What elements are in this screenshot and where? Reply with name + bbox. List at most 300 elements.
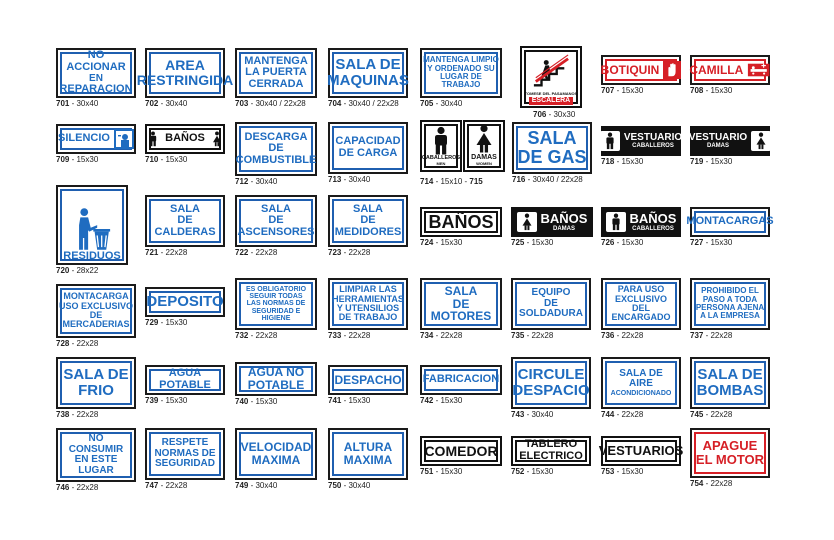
sign-caption: 720 - 28x22 xyxy=(56,266,99,275)
sign-caption: 728 - 22x28 xyxy=(56,339,99,348)
sign-text-line: APAGUE xyxy=(702,438,758,454)
sign-size: 22x28 xyxy=(165,248,188,257)
sign-caption: 746 - 22x28 xyxy=(56,483,99,492)
sign-caption: 753 - 15x30 xyxy=(601,467,644,476)
sign-code: 708 xyxy=(690,86,704,95)
sign-714 xyxy=(420,120,462,172)
sign-text-line: MAXIMA xyxy=(343,453,393,467)
sign-size: 28x22 xyxy=(76,266,99,275)
sign-text-line: VESTUARIOS xyxy=(598,443,684,459)
sign-751 xyxy=(420,436,502,466)
sign-725 xyxy=(511,207,593,237)
sign-text-line: ENCARGADO xyxy=(611,312,671,323)
sign-size: 15x30 xyxy=(440,396,463,405)
sign-panel xyxy=(511,278,591,330)
sign-caption: 745 - 22x28 xyxy=(690,410,733,419)
sign-panel xyxy=(56,357,136,409)
sign-size: 15x30 xyxy=(531,238,554,247)
sign-text-line: SALA xyxy=(170,202,200,215)
sign-text-line: BAÑOS xyxy=(428,211,494,232)
sign-caption: 739 - 15x30 xyxy=(145,396,188,405)
sign-text-line: DEL xyxy=(632,303,650,313)
sign-704 xyxy=(328,48,408,98)
sign-code: 712 xyxy=(235,177,249,186)
sign-703 xyxy=(235,48,317,98)
sign-text-line: MONTACARGAS xyxy=(686,215,774,228)
sign-panel xyxy=(420,278,502,330)
sign-702 xyxy=(136,48,234,98)
sign-caption: 708 - 15x30 xyxy=(690,86,733,95)
sign-text-line: REPARACION xyxy=(59,83,133,96)
sign-742 xyxy=(420,365,502,395)
sign-caption: 744 - 22x28 xyxy=(601,410,644,419)
sign-text xyxy=(541,212,588,232)
sign-size: 22x28 xyxy=(710,479,733,488)
sign-text-line: AGUA POTABLE xyxy=(159,367,211,391)
sign-caption: 750 - 30x40 xyxy=(328,481,371,490)
sign-733 xyxy=(328,278,408,330)
sign-text-line: COMBUSTIBLE xyxy=(235,153,317,166)
sign-code: 729 xyxy=(145,318,159,327)
sign-code: 727 xyxy=(690,238,704,247)
sign-text-line: DE xyxy=(268,214,284,227)
trash-icon xyxy=(70,207,114,251)
sign-panel xyxy=(690,428,770,478)
sign-text-line: CAPACIDAD xyxy=(335,135,401,148)
sign-code: 709 xyxy=(56,155,70,164)
sign-panel xyxy=(686,207,774,237)
sign-text-line: MANTENGA LIMPIO xyxy=(423,55,499,65)
sign-panel xyxy=(56,124,136,154)
woman-icon xyxy=(751,131,771,151)
sign-text-line: EN ESTE xyxy=(74,454,118,465)
sign-text-line: SALA xyxy=(261,202,291,215)
sign-code: 714 xyxy=(420,177,434,186)
sign-size: 22x28 xyxy=(710,331,733,340)
sign-caption: 705 - 30x40 xyxy=(420,99,463,108)
man-icon xyxy=(600,131,620,151)
sign-caption: 741 - 15x30 xyxy=(328,396,371,405)
sign-727 xyxy=(686,207,774,237)
sign-caption: 733 - 22x28 xyxy=(328,331,371,340)
sign-size: 15x30 xyxy=(621,86,644,95)
sign-code: 749 xyxy=(235,481,249,490)
man-icon xyxy=(426,126,456,156)
sign-caption: 736 - 22x28 xyxy=(601,331,644,340)
sign-text-line: SALA xyxy=(444,284,478,299)
sign-734 xyxy=(420,278,502,330)
sign-text-line: DE MERCADERIAS xyxy=(62,310,130,330)
sign-708 xyxy=(690,55,770,85)
sign-text-line: BAÑOS xyxy=(165,132,205,145)
sign-panel xyxy=(328,428,408,480)
sign-750 xyxy=(328,428,408,480)
sign-size: 15x30 xyxy=(165,155,188,164)
sign-text-line: PASO A TODA xyxy=(702,294,758,304)
sign-caption: 710 - 15x30 xyxy=(145,155,188,164)
sign-text-line: ASCENSORES xyxy=(237,225,315,238)
sign-code: 721 xyxy=(145,248,159,257)
sign-size: 15x30 xyxy=(710,157,733,166)
sign-text-line: BAÑOS xyxy=(629,211,677,227)
sign-size: 22x28 xyxy=(710,410,733,419)
sign-panel xyxy=(136,48,234,98)
sign-text-line: MONTACARGA xyxy=(63,291,129,302)
sign-738 xyxy=(56,357,136,409)
sign-size: 15x30 xyxy=(621,157,644,166)
sign-panel xyxy=(235,48,317,98)
sign-code: 726 xyxy=(601,238,615,247)
sign-size: 30x40 xyxy=(255,481,278,490)
sign-text-line: TABLERO xyxy=(524,438,578,451)
sign-caption: 707 - 15x30 xyxy=(601,86,644,95)
sign-panel xyxy=(328,48,408,98)
sign-caption: 702 - 30x40 xyxy=(145,99,188,108)
sign-text-line: COMEDOR xyxy=(424,442,498,459)
sign-code: 710 xyxy=(145,155,159,164)
sign-715 xyxy=(463,120,505,172)
sign-code: 722 xyxy=(235,248,249,257)
sign-726 xyxy=(601,207,681,237)
man-icon xyxy=(145,131,161,147)
sign-text-line: CERRADA xyxy=(248,77,304,90)
sign-text-line: SOLDADURA xyxy=(519,308,583,320)
sign-caption: 743 - 30x40 xyxy=(511,410,554,419)
sign-741 xyxy=(328,365,408,395)
sign-text-line: NO ACCIONAR xyxy=(66,49,126,73)
sign-size: 22x28 xyxy=(531,331,554,340)
sign-size: 15x30 xyxy=(165,318,188,327)
sign-text-line: DESCARGA xyxy=(244,130,308,143)
sign-744 xyxy=(601,357,681,409)
sign-panel xyxy=(690,278,770,330)
sign-panel xyxy=(512,122,592,174)
sign-text-line: ELECTRICO xyxy=(519,450,583,462)
sign-code: 742 xyxy=(420,396,434,405)
sign-text-line: DE xyxy=(268,142,284,155)
sign-caption: 749 - 30x40 xyxy=(235,481,278,490)
sign-code: 732 xyxy=(235,331,249,340)
sign-code: 704 xyxy=(328,99,342,108)
sign-text-line: LUGAR xyxy=(78,464,114,476)
sign-743 xyxy=(511,357,591,409)
sign-text-line: PERSONA AJENA xyxy=(695,303,765,312)
sign-text-line: EN xyxy=(89,72,103,84)
sign-code: 745 xyxy=(690,410,704,419)
sign-735 xyxy=(511,278,591,330)
sign-size: 15x30 xyxy=(76,155,99,164)
sign-text-line: HERRAMIENTAS xyxy=(332,293,404,304)
sign-text-line: SEGUIR TODAS xyxy=(249,292,303,300)
sign-720 xyxy=(56,185,128,265)
sign-753 xyxy=(598,436,684,466)
sign-size: 22x28 xyxy=(76,410,99,419)
sign-text-line: BOMBAS xyxy=(696,382,764,399)
sign-text xyxy=(624,133,682,150)
sign-text-line: DE TRABAJO xyxy=(338,312,398,323)
sign-text-line: DE xyxy=(177,214,193,227)
sign-panel xyxy=(520,46,582,108)
sign-text-line: CONSUMIR xyxy=(68,443,124,455)
sign-706 xyxy=(520,46,582,108)
sign-caption: 742 - 15x30 xyxy=(420,396,463,405)
sign-code: 702 xyxy=(145,99,159,108)
sign-caption: 709 - 15x30 xyxy=(56,155,99,164)
sign-707 xyxy=(601,55,681,85)
sign-caption: 723 - 22x28 xyxy=(328,248,371,257)
sign-size: 30x40 / 22x28 xyxy=(255,99,306,108)
sign-code: 715 xyxy=(469,177,483,186)
sign-739 xyxy=(145,365,225,395)
sign-caption: 735 - 22x28 xyxy=(511,331,554,340)
sign-text-line: Y ORDENADO SU xyxy=(427,63,495,73)
sign-caption: 732 - 22x28 xyxy=(235,331,278,340)
sign-code: 743 xyxy=(511,410,525,419)
sign-caption: 727 - 15x30 xyxy=(690,238,733,247)
sign-caption: 701 - 30x40 xyxy=(56,99,99,108)
sign-caption: 712 - 30x40 xyxy=(235,177,278,186)
sign-text-line: MOTORES xyxy=(430,309,492,324)
sign-code: 736 xyxy=(601,331,615,340)
sign-panel xyxy=(690,55,770,85)
sign-panel xyxy=(235,195,317,247)
sign-code: 723 xyxy=(328,248,342,257)
sign-code: 706 xyxy=(533,110,547,119)
sign-size: 30x40 xyxy=(531,410,554,419)
sign-size: 15x30 xyxy=(348,396,371,405)
sign-text-line: MEN xyxy=(436,160,446,166)
sign-text-line: VESTUARIO xyxy=(688,131,748,143)
sign-panel xyxy=(56,284,136,338)
sign-text-line: DE xyxy=(360,214,376,227)
sign-text-line: TOMESE DEL PASAMANOS xyxy=(524,91,578,96)
sign-text-line: BOTIQUIN xyxy=(600,62,660,77)
sign-text-line: LAS NORMAS DE xyxy=(246,300,306,308)
sign-text-line: MAQUINAS xyxy=(327,72,409,89)
sign-caption: 725 - 15x30 xyxy=(511,238,554,247)
sign-size: 22x28 xyxy=(255,248,278,257)
sign-size: 15x30 xyxy=(165,396,188,405)
sign-text-line: SEGURIDAD E xyxy=(251,307,301,315)
sign-size: 22x28 xyxy=(440,331,463,340)
sign-panel xyxy=(690,126,770,156)
sign-caption: 706 - 30x30 xyxy=(533,110,576,119)
sign-text-line: NO xyxy=(88,433,104,444)
sign-code: 739 xyxy=(145,396,159,405)
sign-text-line: LUGAR DE TRABAJO xyxy=(440,72,482,90)
sign-code: 751 xyxy=(420,467,434,476)
sign-panel xyxy=(56,428,136,482)
sign-panel xyxy=(145,195,225,247)
sign-caption: 734 - 22x28 xyxy=(420,331,463,340)
sign-text-line: PARA USO xyxy=(617,284,665,295)
sign-panel xyxy=(601,55,681,85)
sign-panel xyxy=(511,357,591,409)
sign-740 xyxy=(235,362,317,396)
sign-text-line: SALA DE xyxy=(619,367,663,379)
sign-text-line: MAXIMA xyxy=(251,453,301,467)
sign-size: 22x28 xyxy=(348,248,371,257)
sign-panel xyxy=(235,428,317,480)
sign-text-line: DE xyxy=(544,297,558,309)
sign-text-line: CIRCULE xyxy=(517,366,585,384)
sign-code: 716 xyxy=(512,175,526,184)
sign-text-line: FRIO xyxy=(78,382,114,399)
silence-icon xyxy=(114,129,134,149)
sign-size: 22x28 xyxy=(255,331,278,340)
sign-panel xyxy=(463,120,505,172)
sign-code: 720 xyxy=(56,266,70,275)
sign-size: 30x40 xyxy=(165,99,188,108)
sign-text-line: CALDERAS xyxy=(154,225,216,238)
sign-text-line: CABALLEROS xyxy=(632,225,674,232)
sign-caption: 729 - 15x30 xyxy=(145,318,188,327)
sign-text-line: ES OBLIGATORIO xyxy=(245,285,307,293)
sign-752 xyxy=(511,436,591,466)
sign-text-line: LA PUERTA xyxy=(245,66,307,79)
sign-text-line: MEDIDORES xyxy=(334,225,402,238)
sign-728 xyxy=(56,284,136,338)
sign-size: 30x40 / 22x28 xyxy=(348,99,399,108)
sign-text-line: SEGURIDAD xyxy=(154,458,215,470)
sign-code: 728 xyxy=(56,339,70,348)
sign-panel xyxy=(56,48,136,98)
sign-code: 753 xyxy=(601,467,615,476)
sign-code: 725 xyxy=(511,238,525,247)
stairs-icon xyxy=(532,54,570,92)
sign-code: 738 xyxy=(56,410,70,419)
sign-701 xyxy=(56,48,136,98)
sign-size: 15x30 xyxy=(621,467,644,476)
sign-text-line: BAÑOS xyxy=(540,211,588,227)
sign-722 xyxy=(235,195,317,247)
sign-size: 15x30 xyxy=(255,397,278,406)
sign-721 xyxy=(145,195,225,247)
sign-size: 30x40 xyxy=(440,99,463,108)
sign-text-line: WOMEN xyxy=(476,160,492,166)
sign-size: 30x40 / 22x28 xyxy=(532,175,583,184)
sign-code: 705 xyxy=(420,99,434,108)
sign-text-line: CAMILLA xyxy=(689,62,744,77)
sign-caption: 714 - 15x10 - 715 xyxy=(420,177,483,186)
sign-caption: 738 - 22x28 xyxy=(56,410,99,419)
sign-text-line: AIRE xyxy=(629,378,653,390)
sign-text-line: VELOCIDAD xyxy=(240,440,312,455)
sign-code: 752 xyxy=(511,467,525,476)
sign-size: 22x28 xyxy=(621,410,644,419)
sign-729 xyxy=(145,287,225,317)
sign-text-line: ACONDICIONADO xyxy=(610,389,672,397)
sign-732 xyxy=(235,278,317,330)
sign-737 xyxy=(690,278,770,330)
sign-size: 15x30 xyxy=(440,467,463,476)
sign-text-line: SILENCIO xyxy=(58,132,110,145)
sign-text-line: FABRICACION xyxy=(422,373,500,386)
sign-text-line: USO EXCLUSIVO xyxy=(58,300,133,311)
sign-text-line: EL MOTOR xyxy=(695,452,765,467)
sign-code: 734 xyxy=(420,331,434,340)
sign-709 xyxy=(56,124,136,154)
sign-panel xyxy=(420,48,502,98)
sign-panel xyxy=(328,122,408,174)
sign-text-line: PROHIBIDO EL xyxy=(701,286,759,296)
sign-text-line: EXCLUSIVO xyxy=(614,293,667,304)
sign-panel xyxy=(328,365,408,395)
sign-panel xyxy=(690,357,770,409)
sign-text-line: SALA DE xyxy=(335,56,401,74)
sign-text-line: AREA xyxy=(165,57,205,74)
sign-text-line: POTABLE xyxy=(247,378,305,392)
sign-panel xyxy=(511,436,591,466)
sign-text-line: DESPACIO xyxy=(512,382,590,399)
sign-text-line: A LA EMPRESA xyxy=(700,311,760,321)
sign-text-line: NORMAS DE xyxy=(154,447,216,459)
sign-size: 15x30 xyxy=(621,238,644,247)
sign-text-line: RESTRINGIDA xyxy=(136,72,234,88)
sign-text-line: SALA xyxy=(527,128,577,149)
sign-panel xyxy=(145,365,225,395)
sign-panel xyxy=(145,124,225,154)
sign-code: 719 xyxy=(690,157,704,166)
sign-caption: 724 - 15x30 xyxy=(420,238,463,247)
sign-text-line: DEPOSITO xyxy=(146,293,224,311)
sign-caption: 718 - 15x30 xyxy=(601,157,644,166)
sign-749 xyxy=(235,428,317,480)
sign-code: 733 xyxy=(328,331,342,340)
sign-size: 15x10 xyxy=(440,177,463,186)
sign-code: 750 xyxy=(328,481,342,490)
sign-745 xyxy=(690,357,770,409)
sign-text xyxy=(689,133,747,150)
woman-icon xyxy=(517,212,537,232)
sign-panel xyxy=(145,428,225,480)
sign-panel xyxy=(601,207,681,237)
sign-text-line: VESTUARIO xyxy=(623,131,683,143)
sign-text-line: CABALLEROS xyxy=(632,143,674,150)
sign-705 xyxy=(420,48,502,98)
sign-754 xyxy=(690,428,770,478)
sign-caption: 740 - 15x30 xyxy=(235,397,278,406)
sign-size: 30x40 xyxy=(76,99,99,108)
man-icon xyxy=(606,212,626,232)
sign-text-line: DAMAS xyxy=(471,154,497,162)
sign-size: 30x40 xyxy=(348,175,371,184)
sign-736 xyxy=(601,278,681,330)
sign-caption: 722 - 22x28 xyxy=(235,248,278,257)
sign-panel xyxy=(598,436,684,466)
sign-size: 22x28 xyxy=(76,483,99,492)
sign-size: 30x40 xyxy=(348,481,371,490)
sign-panel xyxy=(601,357,681,409)
sign-code: 735 xyxy=(511,331,525,340)
sign-text-line: DE GAS xyxy=(517,147,587,167)
sign-code: 701 xyxy=(56,99,70,108)
sign-size: 15x30 xyxy=(710,238,733,247)
sign-text-line: DAMAS xyxy=(707,143,729,150)
sign-caption: 713 - 30x40 xyxy=(328,175,371,184)
woman-icon xyxy=(469,124,499,154)
sign-text-line: CABALLEROS xyxy=(421,155,461,162)
sign-713 xyxy=(328,122,408,174)
sign-size: 30x40 xyxy=(255,177,278,186)
sign-710 xyxy=(145,124,225,154)
sign-text-line: AGUA NO xyxy=(247,365,305,380)
sign-size: 22x28 xyxy=(348,331,371,340)
sign-size: 15x30 xyxy=(710,86,733,95)
sign-code: 737 xyxy=(690,331,704,340)
sign-panel xyxy=(328,278,408,330)
sign-panel xyxy=(235,278,317,330)
